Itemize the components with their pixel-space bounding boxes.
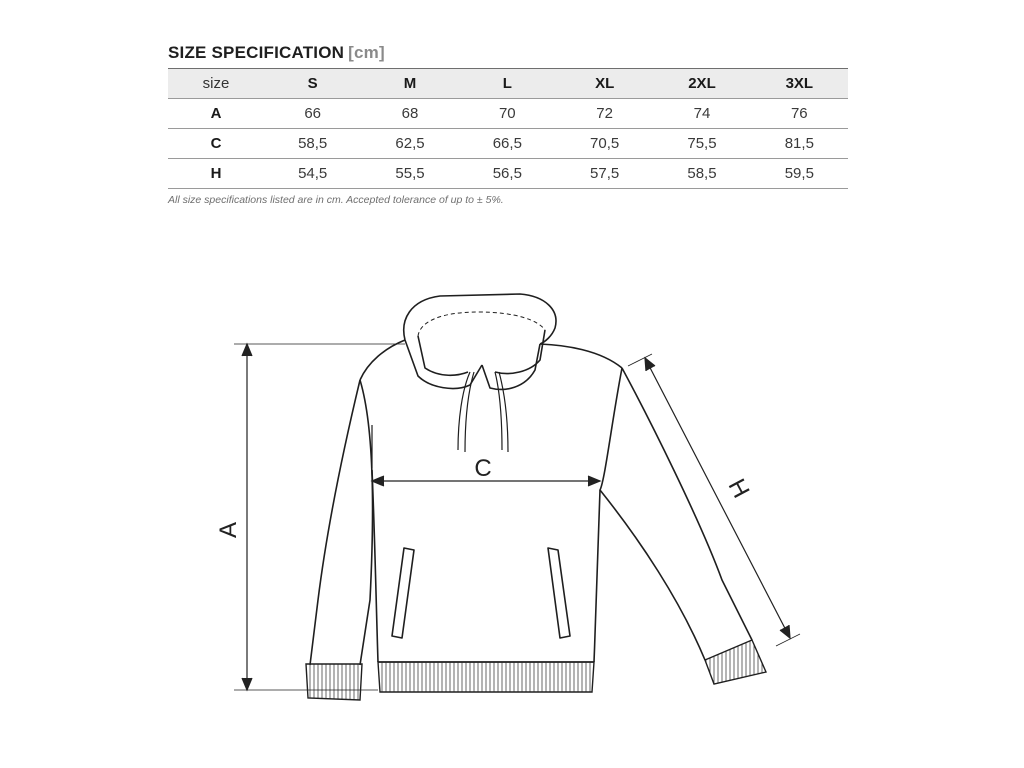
cell-a-3xl: 76 — [751, 99, 848, 129]
cell-c-m: 62,5 — [361, 129, 458, 159]
size-header-3xl: 3XL — [751, 69, 848, 99]
corner-label: size — [168, 69, 264, 99]
size-header-m: M — [361, 69, 458, 99]
cell-a-m: 68 — [361, 99, 458, 129]
cell-h-m: 55,5 — [361, 159, 458, 189]
cell-a-l: 70 — [459, 99, 556, 129]
label-a: A — [215, 521, 242, 539]
ribbed-trim — [306, 640, 766, 700]
tolerance-note: All size specifications listed are in cm. Accepted tolerance of up to ± 5%. — [168, 194, 504, 206]
cell-c-xl: 70,5 — [556, 129, 653, 159]
size-header-xl: XL — [556, 69, 653, 99]
dimension-a — [234, 344, 405, 690]
dimension-h — [628, 354, 800, 646]
cell-h-xl: 57,5 — [556, 159, 653, 189]
cell-c-3xl: 81,5 — [751, 129, 848, 159]
size-header-l: L — [459, 69, 556, 99]
row-label-a: A — [168, 99, 264, 129]
cell-c-2xl: 75,5 — [653, 129, 750, 159]
title-text: SIZE SPECIFICATION — [168, 43, 345, 62]
cell-h-3xl: 59,5 — [751, 159, 848, 189]
cell-a-s: 66 — [264, 99, 361, 129]
title-unit: [cm] — [348, 43, 385, 62]
cell-c-l: 66,5 — [459, 129, 556, 159]
row-label-h: H — [168, 159, 264, 189]
cell-h-l: 56,5 — [459, 159, 556, 189]
size-header-s: S — [264, 69, 361, 99]
size-header-2xl: 2XL — [653, 69, 750, 99]
cell-c-s: 58,5 — [264, 129, 361, 159]
cell-a-2xl: 74 — [653, 99, 750, 129]
label-h: H — [722, 474, 755, 503]
row-label-c: C — [168, 129, 264, 159]
cell-a-xl: 72 — [556, 99, 653, 129]
cell-h-2xl: 58,5 — [653, 159, 750, 189]
cell-h-s: 54,5 — [264, 159, 361, 189]
label-c: C — [474, 455, 492, 482]
